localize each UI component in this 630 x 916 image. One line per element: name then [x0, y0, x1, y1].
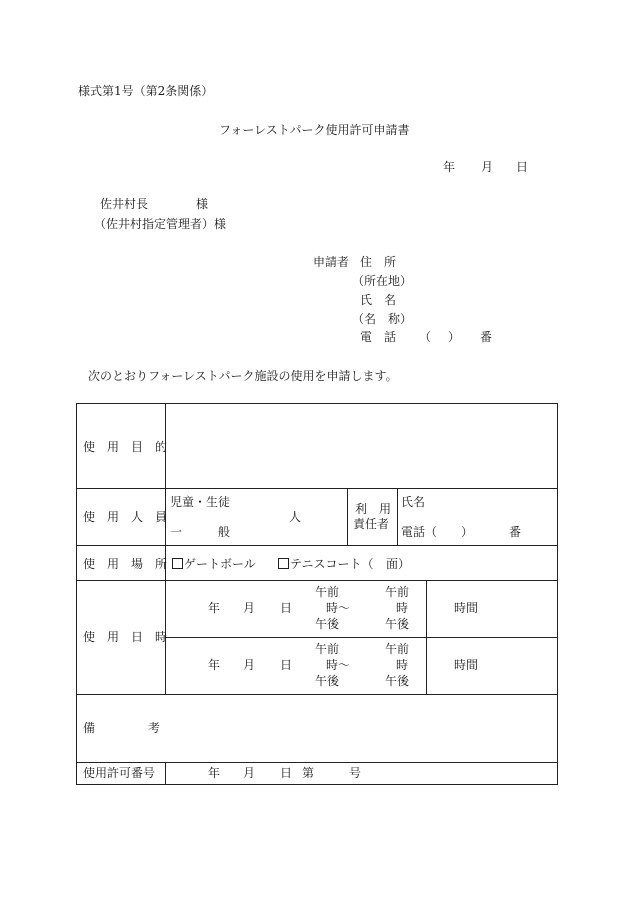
slot2-pm-to: 午後 [385, 674, 410, 688]
slot2-pm-from: 午後 [315, 674, 340, 688]
date-day: 日 [516, 160, 529, 174]
slot2-from: 時〜 [326, 658, 351, 672]
addressee-manager: （佐井村指定管理者）様 [94, 217, 227, 231]
slot1-day: 日 [280, 601, 293, 615]
slot1-year: 年 [208, 601, 221, 615]
applicant-corp-name: （名 称） [352, 312, 413, 326]
date-year: 年 [443, 160, 456, 174]
manager-name-label: 氏名 [401, 495, 426, 509]
manager-phone-suffix: 番 [509, 525, 522, 539]
row-divider [77, 488, 557, 489]
applicant-address: 住 所 [360, 255, 397, 269]
addressee-mayor: 佐井村長 [100, 197, 149, 211]
col-divider [426, 580, 427, 694]
slot2-month: 月 [243, 658, 256, 672]
children-label: 児童・生徒 [170, 495, 231, 509]
slot1-month: 月 [243, 601, 256, 615]
tennis-courts-suffix: 面） [386, 557, 411, 571]
slot1-am-from: 午前 [315, 585, 340, 599]
manager-label-1: 利 用 [355, 502, 392, 516]
datetime-label: 使 用 日 時 [83, 630, 168, 644]
permit-month: 月 [243, 766, 256, 780]
remarks-label-2: 考 [148, 721, 161, 735]
permit-dai: 第 [302, 766, 315, 780]
slot2-day: 日 [280, 658, 293, 672]
col-divider [397, 488, 398, 545]
people-label: 使 用 人 員 [83, 510, 168, 524]
addressee-suffix: 様 [196, 197, 209, 211]
place-option-tennis[interactable] [278, 558, 374, 570]
gateball-label: ゲートボール [184, 557, 256, 571]
form-title: フォーレストパーク使用許可申請書 [219, 123, 410, 137]
manager-label-2: 責任者 [353, 517, 390, 531]
form-number: 様式第1号（第2条関係） [78, 84, 214, 98]
permit-year: 年 [208, 766, 221, 780]
applicant-phone-label: 電 話 [360, 330, 397, 344]
slot2-to: 時 [396, 658, 409, 672]
row-divider [77, 762, 557, 763]
col-divider [165, 762, 166, 784]
row-divider [77, 545, 557, 546]
slot1-pm-from: 午後 [315, 617, 340, 631]
intro-text: 次のとおりフォーレストパーク施設の使用を申請します。 [88, 369, 398, 383]
slot2-am-to: 午前 [385, 642, 410, 656]
applicant-name: 氏 名 [360, 293, 397, 307]
slot1-pm-to: 午後 [385, 617, 410, 631]
place-option-gateball[interactable] [172, 558, 256, 570]
applicant-location: （所在地） [352, 274, 413, 288]
remarks-label-1: 備 [83, 721, 96, 735]
col-divider [347, 488, 348, 545]
applicant-phone-close: ） [448, 330, 461, 344]
slot2-year: 年 [208, 658, 221, 672]
permit-day: 日 [280, 766, 293, 780]
slot1-am-to: 午前 [385, 585, 410, 599]
gateball-checkbox[interactable] [172, 558, 183, 569]
row-divider [77, 694, 557, 695]
row-divider [77, 580, 557, 581]
applicant-phone-suffix: 番 [480, 330, 493, 344]
general-label: 一 般 [170, 525, 231, 539]
tennis-checkbox[interactable] [278, 558, 289, 569]
slot1-from: 時〜 [326, 601, 351, 615]
applicant-phone-open: （ [419, 330, 432, 344]
slot2-am-from: 午前 [315, 642, 340, 656]
permit-label: 使用許可番号 [83, 766, 156, 780]
slot2-hours: 時間 [454, 658, 479, 672]
application-table [76, 403, 558, 785]
date-month: 月 [481, 160, 494, 174]
slot1-to: 時 [396, 601, 409, 615]
row-divider [165, 637, 557, 638]
place-label: 使 用 場 所 [83, 557, 168, 571]
applicant-label: 申請者 [313, 255, 350, 269]
slot1-hours: 時間 [454, 601, 479, 615]
manager-phone-label: 電話（ ） [401, 525, 474, 539]
permit-go: 号 [349, 766, 362, 780]
tennis-label: テニスコート（ [290, 557, 374, 571]
people-unit: 人 [289, 510, 302, 524]
purpose-label: 使 用 目 的 [83, 440, 168, 454]
